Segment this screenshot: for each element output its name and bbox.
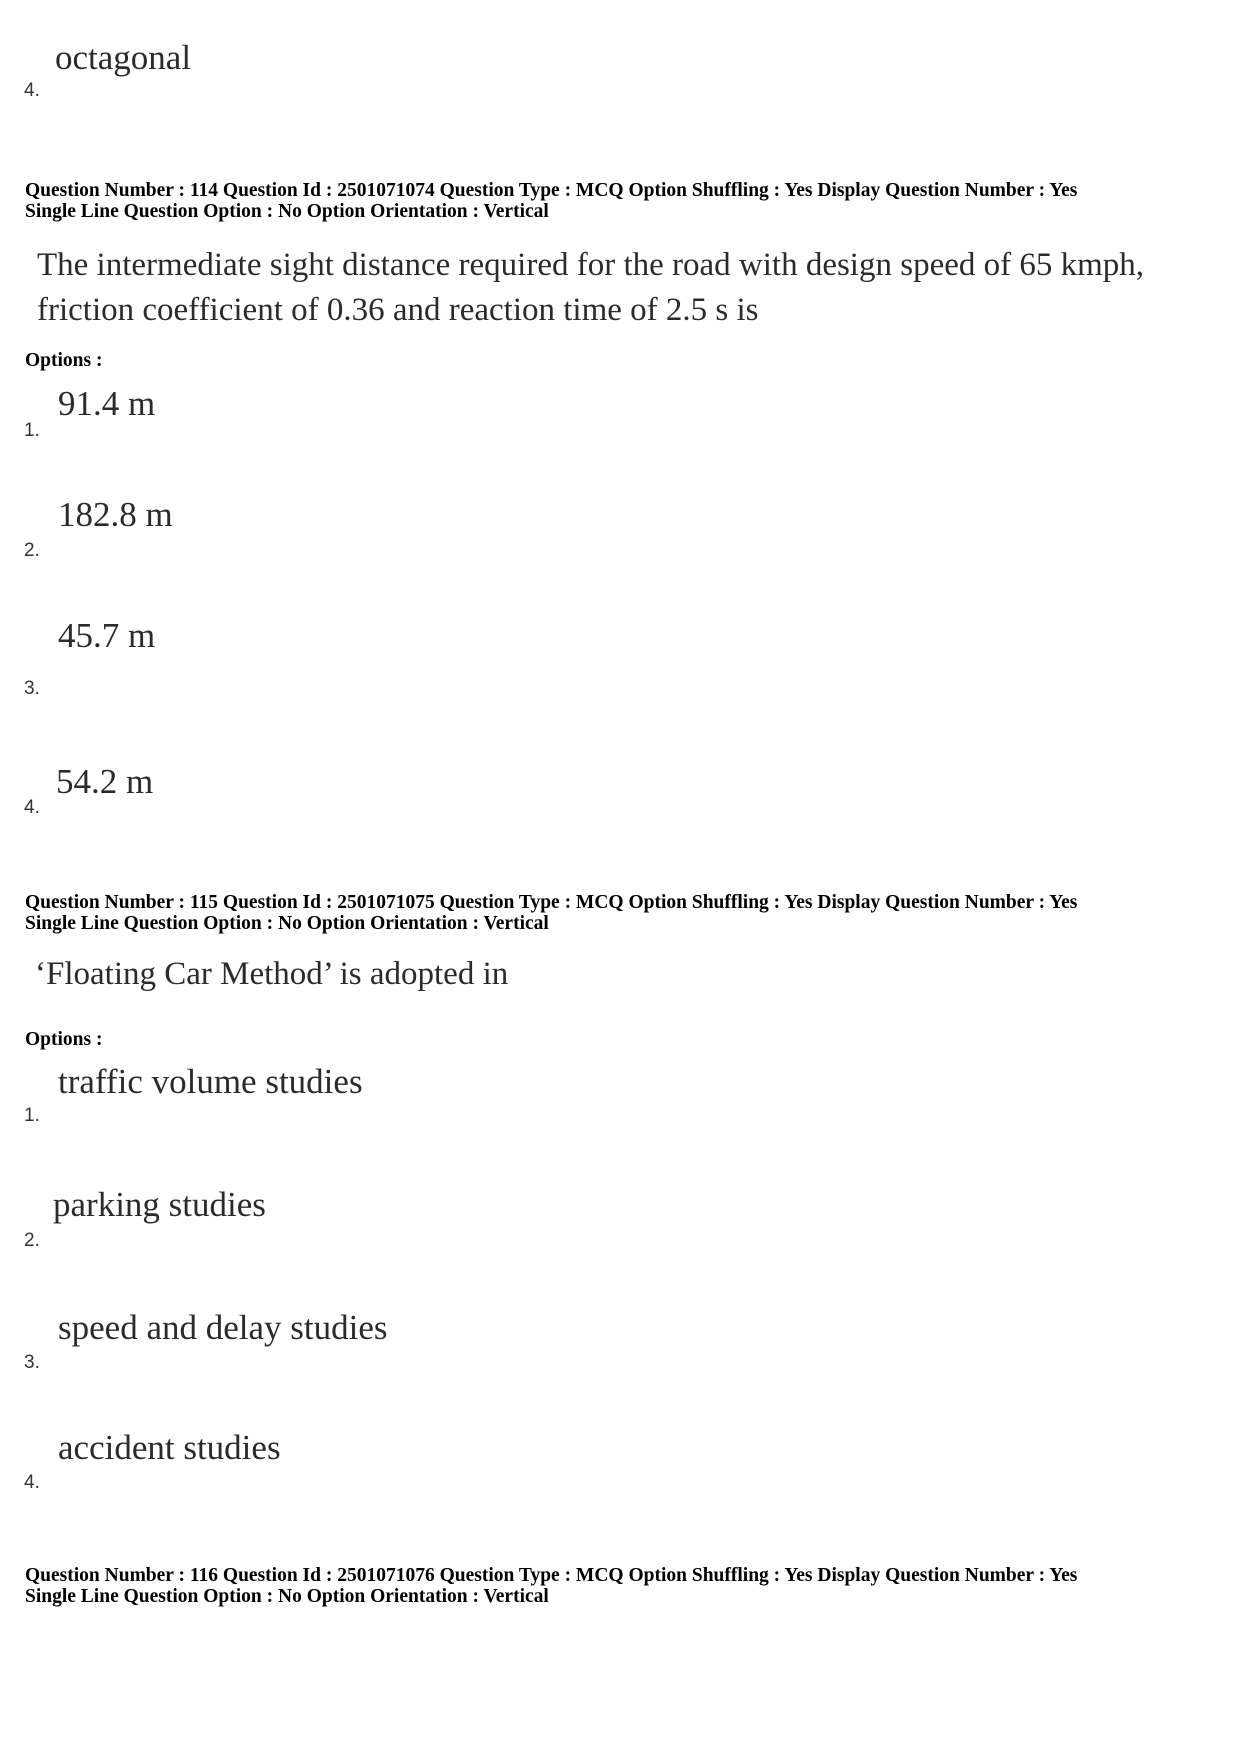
q114-option-3-text: 45.7 m [58, 616, 156, 655]
prev-option-4-text: octagonal [55, 38, 192, 77]
q114-option-1-number: 1. [24, 420, 40, 441]
q114-option-3-number: 3. [24, 678, 40, 699]
q114-meta-line-1: Question Number : 114 Question Id : 2501071074 Question Type : MCQ Option Shuffling : Yes Display Question Number : Yes [25, 180, 1078, 201]
q115-option-1-number: 1. [24, 1105, 40, 1126]
q115-option-3-text: speed and delay studies [58, 1308, 388, 1347]
q116-meta-line-1: Question Number : 116 Question Id : 2501071076 Question Type : MCQ Option Shuffling : Yes Display Question Number : Yes [25, 1565, 1078, 1586]
q115-option-3-number: 3. [24, 1352, 40, 1373]
q115-option-2-number: 2. [24, 1230, 40, 1251]
q114-option-4-number: 4. [24, 797, 40, 818]
q115-option-2-text: parking studies [53, 1185, 266, 1224]
q114-option-2-number: 2. [24, 540, 40, 561]
q114-question-text-line-2: friction coefficient of 0.36 and reaction time of 2.5 s is [37, 292, 759, 328]
q114-option-1-text: 91.4 m [58, 384, 156, 423]
prev-option-4-number: 4. [24, 80, 40, 101]
q114-option-4-text: 54.2 m [56, 762, 154, 801]
q115-option-4-text: accident studies [58, 1428, 281, 1467]
q114-option-2-text: 182.8 m [58, 495, 173, 534]
q115-meta-line-1: Question Number : 115 Question Id : 2501071075 Question Type : MCQ Option Shuffling : Yes Display Question Number : Yes [25, 892, 1078, 913]
q116-meta-line-2: Single Line Question Option : No Option Orientation : Vertical [25, 1586, 549, 1607]
q115-options-label: Options : [25, 1029, 103, 1050]
q114-options-label: Options : [25, 350, 103, 371]
q115-option-1-text: traffic volume studies [58, 1062, 363, 1101]
q115-meta-line-2: Single Line Question Option : No Option Orientation : Vertical [25, 913, 549, 934]
q114-question-text-line-1: The intermediate sight distance required for the road with design speed of 65 kmph, [37, 247, 1145, 283]
q115-option-4-number: 4. [24, 1472, 40, 1493]
q115-question-text-line-1: ‘Floating Car Method’ is adopted in [35, 956, 509, 992]
q114-meta-line-2: Single Line Question Option : No Option Orientation : Vertical [25, 201, 549, 222]
